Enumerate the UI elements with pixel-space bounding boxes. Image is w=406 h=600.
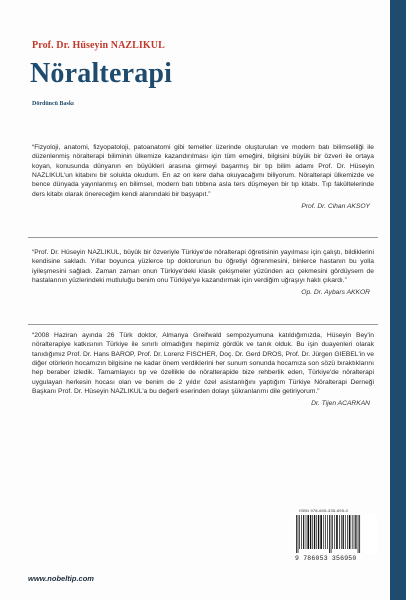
testimonial-3 bbox=[32, 331, 374, 407]
barcode-bar bbox=[332, 515, 333, 549]
barcode-bar bbox=[307, 515, 309, 549]
barcode-bar bbox=[298, 515, 299, 553]
barcode-bar bbox=[358, 515, 359, 553]
edition-label: Dördüncü Baskı bbox=[32, 101, 74, 107]
testimonial-text: “Fizyoloji, anatomi, fizyopatoloji, patoanatomi gibi temeller üzerinde oluşturulan ve modern batı bilimselliği ile düzenlenmiş nöralterapi biliminin ülkemize kazandırılması için tüm emeğini, bilgisini büyük bir özveri ile ortaya koyan, konusunda dünyanın en büyükleri arasına girmeyi başarmış bir tıp bilim adamı Prof. Dr. Hüseyin NAZLIKUL'un kitabını bir solukta okudum. En az on kere daha okuyacağımı biliyorum. Nöralterapi ülkemizde ve bence dünyada yayınlanmış en bilimsel, modern batı tıbbına asla ters düşmeyen bir tıp kitabı. Tıp fakültelerinde ders kitabı olarak önereceğim kendi alanındaki bir başyapıt.” bbox=[32, 144, 374, 198]
barcode-bar bbox=[299, 515, 300, 549]
publisher-website[interactable]: www.nobeltip.com bbox=[28, 574, 94, 583]
barcode-bar bbox=[341, 515, 342, 549]
barcode-bar bbox=[339, 515, 340, 549]
barcode-bar bbox=[336, 515, 338, 549]
barcode-bar bbox=[314, 515, 315, 549]
testimonial-2 bbox=[32, 248, 374, 296]
barcode-bar bbox=[312, 515, 313, 549]
barcode-bar bbox=[323, 515, 324, 549]
testimonial-text: “2008 Haziran ayında 26 Türk doktor, Almanya Greifwald sempozyumuna katıldığımızda, Hüseyin Bey'in nöralterapiye katkısının Türkiye ile sınırlı olmadığını hepimiz gördük ve tanık olduk. Bu işin duayenleri olarak tanıdığımız Prof. Dr. Hans BAROP, Prof. Dr. Lorenz FISCHER, Doç. Dr. Gerd DROS, Prof. Dr. Jürgen GIEBEL'in ve diğer otörlerin hocamızın bilgisine ne kadar önem verdiklerini her sunum sonunda hocamıza son sözü bıraktıklarını hep beraber izledik. Tamamlayıcı tıp ve özellikle de nöralterapide bize rehberlik eden, Türkiye'de nöralterapi uygulayan herkesin hocası olan ve benim de 2 yıldır özel asistanlığını yaptığım Türkiye Nöralterapi Derneği Başkanı Prof. Dr. Hüseyin NAZLIKUL'a bu değerli eserinden dolayı şükranlarımı dile getiriyorum.” bbox=[32, 332, 374, 396]
barcode-bar bbox=[303, 515, 304, 549]
testimonial-author: Dr. Tijen ACARKAN bbox=[311, 400, 370, 408]
barcode-bar bbox=[318, 515, 319, 549]
barcode-bar bbox=[306, 515, 307, 549]
barcode-bar bbox=[296, 515, 297, 553]
barcode-bar bbox=[331, 515, 332, 553]
barcode-bar bbox=[325, 515, 326, 549]
testimonial-author: Op. Dr. Aybars AKKOR bbox=[301, 289, 370, 297]
isbn-label: ISBN 978-605-335-695-0 bbox=[299, 508, 349, 513]
testimonial-author: Prof. Dr. Cihan AKSOY bbox=[301, 203, 370, 211]
cover-edge-band bbox=[390, 0, 406, 600]
cover-title: Nöralterapi bbox=[30, 58, 173, 89]
barcode-bar bbox=[349, 515, 351, 549]
barcode-bar bbox=[359, 515, 360, 553]
barcode-bar bbox=[334, 515, 335, 549]
barcode-bar bbox=[343, 515, 344, 549]
barcode-bar bbox=[354, 515, 355, 549]
section-divider bbox=[28, 237, 378, 238]
barcode bbox=[293, 514, 377, 554]
barcode-bar bbox=[355, 515, 356, 549]
barcode-bar bbox=[327, 515, 328, 549]
testimonial-1 bbox=[32, 143, 374, 210]
cover-author: Prof. Dr. Hüseyin NAZLIKUL bbox=[32, 40, 165, 51]
barcode-bar bbox=[320, 515, 322, 549]
barcode-bar bbox=[329, 515, 330, 553]
testimonial-text: “Prof. Dr. Hüseyin NAZLIKUL, büyük bir özveriyle Türkiye'de nöralterapi öğretisinin yayılması için çalıştı, bildiklerini kendisine sakladı. Yıllar boyunca yüzlerce tıp doktorunun bu öğretiyi öğrenmesini, binlerce hastanın bu yolla iyileşmesini sağladı. Zaman zaman onun Türkiye'deki klasik çekişmeler yüzünden acı çekmesini gördüysem de hastalarının yüzlerindeki mutluluğu benim onu Türkiye'ye kazandırmak için verdiğim uğraşıyı haklı çıkardı.” bbox=[32, 249, 374, 285]
section-divider bbox=[28, 324, 378, 325]
barcode-bar bbox=[345, 515, 346, 549]
barcode-bar bbox=[316, 515, 317, 549]
barcode-bar bbox=[310, 515, 311, 549]
barcode-bar bbox=[352, 515, 353, 549]
barcode-number: 9 786053 356950 bbox=[295, 555, 357, 562]
barcode-bar bbox=[347, 515, 348, 549]
barcode-bar bbox=[301, 515, 302, 549]
